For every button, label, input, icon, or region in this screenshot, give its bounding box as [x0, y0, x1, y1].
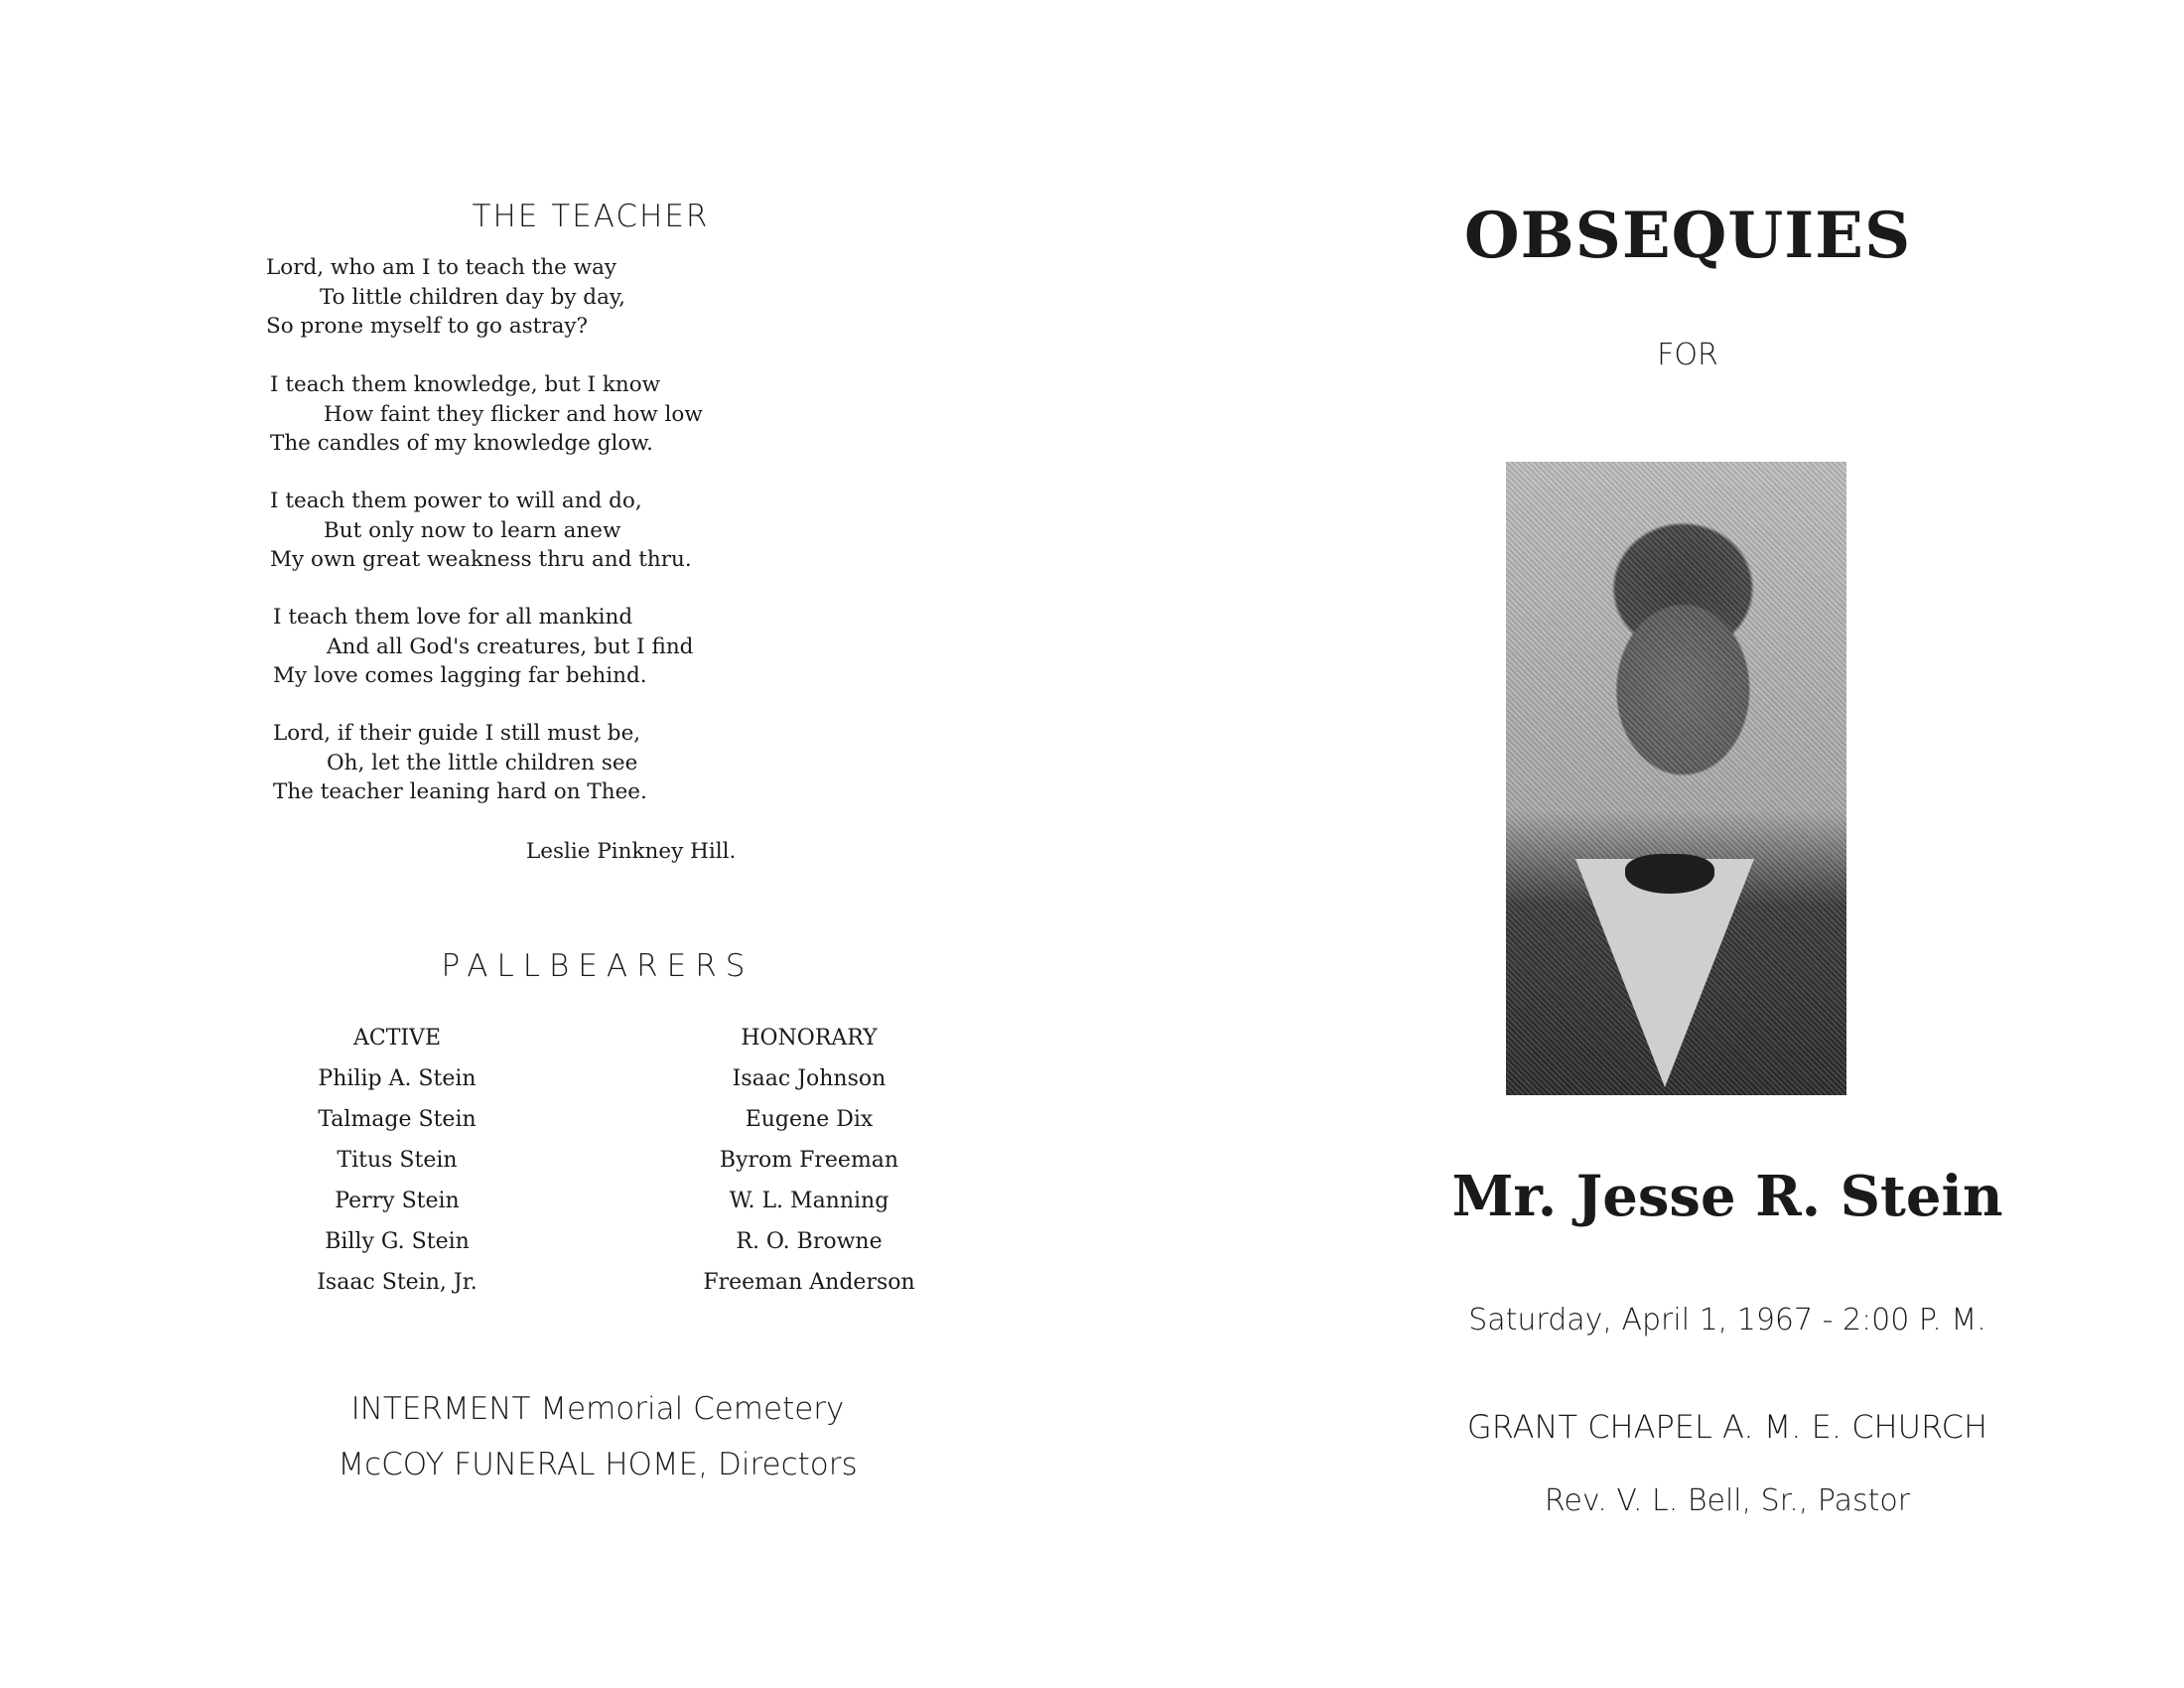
- list-item: Isaac Johnson: [732, 1066, 887, 1091]
- bow-tie-shape: [1625, 854, 1714, 894]
- for-label: FOR: [1657, 338, 1718, 372]
- poem-line: Oh, let the little children see: [327, 750, 638, 775]
- active-heading: ACTIVE: [352, 1026, 442, 1051]
- list-item: R. O. Browne: [736, 1229, 883, 1254]
- poem-line: So prone myself to go astray?: [266, 314, 589, 339]
- poem-stanza: [270, 370, 703, 459]
- poem-line: The candles of my knowledge glow.: [270, 431, 653, 456]
- list-item: W. L. Manning: [729, 1189, 889, 1213]
- poem-line: And all God's creatures, but I find: [327, 633, 694, 659]
- poem-stanza: [273, 603, 693, 691]
- poem-stanza: [270, 487, 692, 575]
- deceased-name: Mr. Jesse R. Stein: [1451, 1164, 2003, 1229]
- poem-line: Lord, who am I to teach the way: [266, 255, 617, 280]
- list-item: Eugene Dix: [745, 1107, 874, 1132]
- poem-line: I teach them power to will and do,: [270, 489, 642, 513]
- poem-line: How faint they flicker and how low: [324, 401, 703, 427]
- pallbearers-heading: PALLBEARERS: [441, 948, 754, 984]
- poem-stanza: [266, 253, 625, 342]
- list-item: Titus Stein: [337, 1148, 458, 1173]
- list-item: Isaac Stein, Jr.: [317, 1270, 478, 1295]
- interment-line: INTERMENT Memorial Cemetery: [350, 1391, 845, 1427]
- funeral-directors-line: McCOY FUNERAL HOME, Directors: [338, 1447, 858, 1482]
- poem-line: But only now to learn anew: [324, 517, 621, 543]
- list-item: Perry Stein: [335, 1189, 460, 1213]
- church-name: GRANT CHAPEL A. M. E. CHURCH: [1466, 1408, 1988, 1446]
- list-item: Byrom Freeman: [719, 1148, 899, 1173]
- poem-line: My own great weakness thru and thru.: [270, 547, 692, 572]
- poem-line: The teacher leaning hard on Thee.: [273, 779, 647, 804]
- honorary-heading: HONORARY: [741, 1026, 878, 1051]
- poem-line: My love comes lagging far behind.: [273, 663, 647, 688]
- obsequies-heading: OBSEQUIES: [1463, 199, 1912, 273]
- poem-line: Lord, if their guide I still must be,: [273, 721, 641, 746]
- pastor-name: Rev. V. L. Bell, Sr., Pastor: [1544, 1483, 1911, 1518]
- list-item: Philip A. Stein: [318, 1066, 477, 1091]
- poem-title: THE TEACHER: [472, 199, 710, 234]
- active-pallbearers-list: [248, 1018, 546, 1303]
- service-datetime: Saturday, April 1, 1967 - 2:00 P. M.: [1468, 1303, 1986, 1337]
- poem-line: To little children day by day,: [320, 284, 626, 310]
- list-item: Freeman Anderson: [703, 1270, 915, 1295]
- poem-line: I teach them love for all mankind: [273, 605, 633, 630]
- poem-author: Leslie Pinkney Hill.: [526, 839, 737, 864]
- poem-line: I teach them knowledge, but I know: [270, 372, 661, 397]
- honorary-pallbearers-list: [660, 1018, 958, 1303]
- list-item: Billy G. Stein: [325, 1229, 470, 1254]
- portrait-photo: [1506, 462, 1846, 1095]
- poem-stanza: [273, 719, 647, 807]
- list-item: Talmage Stein: [318, 1107, 477, 1132]
